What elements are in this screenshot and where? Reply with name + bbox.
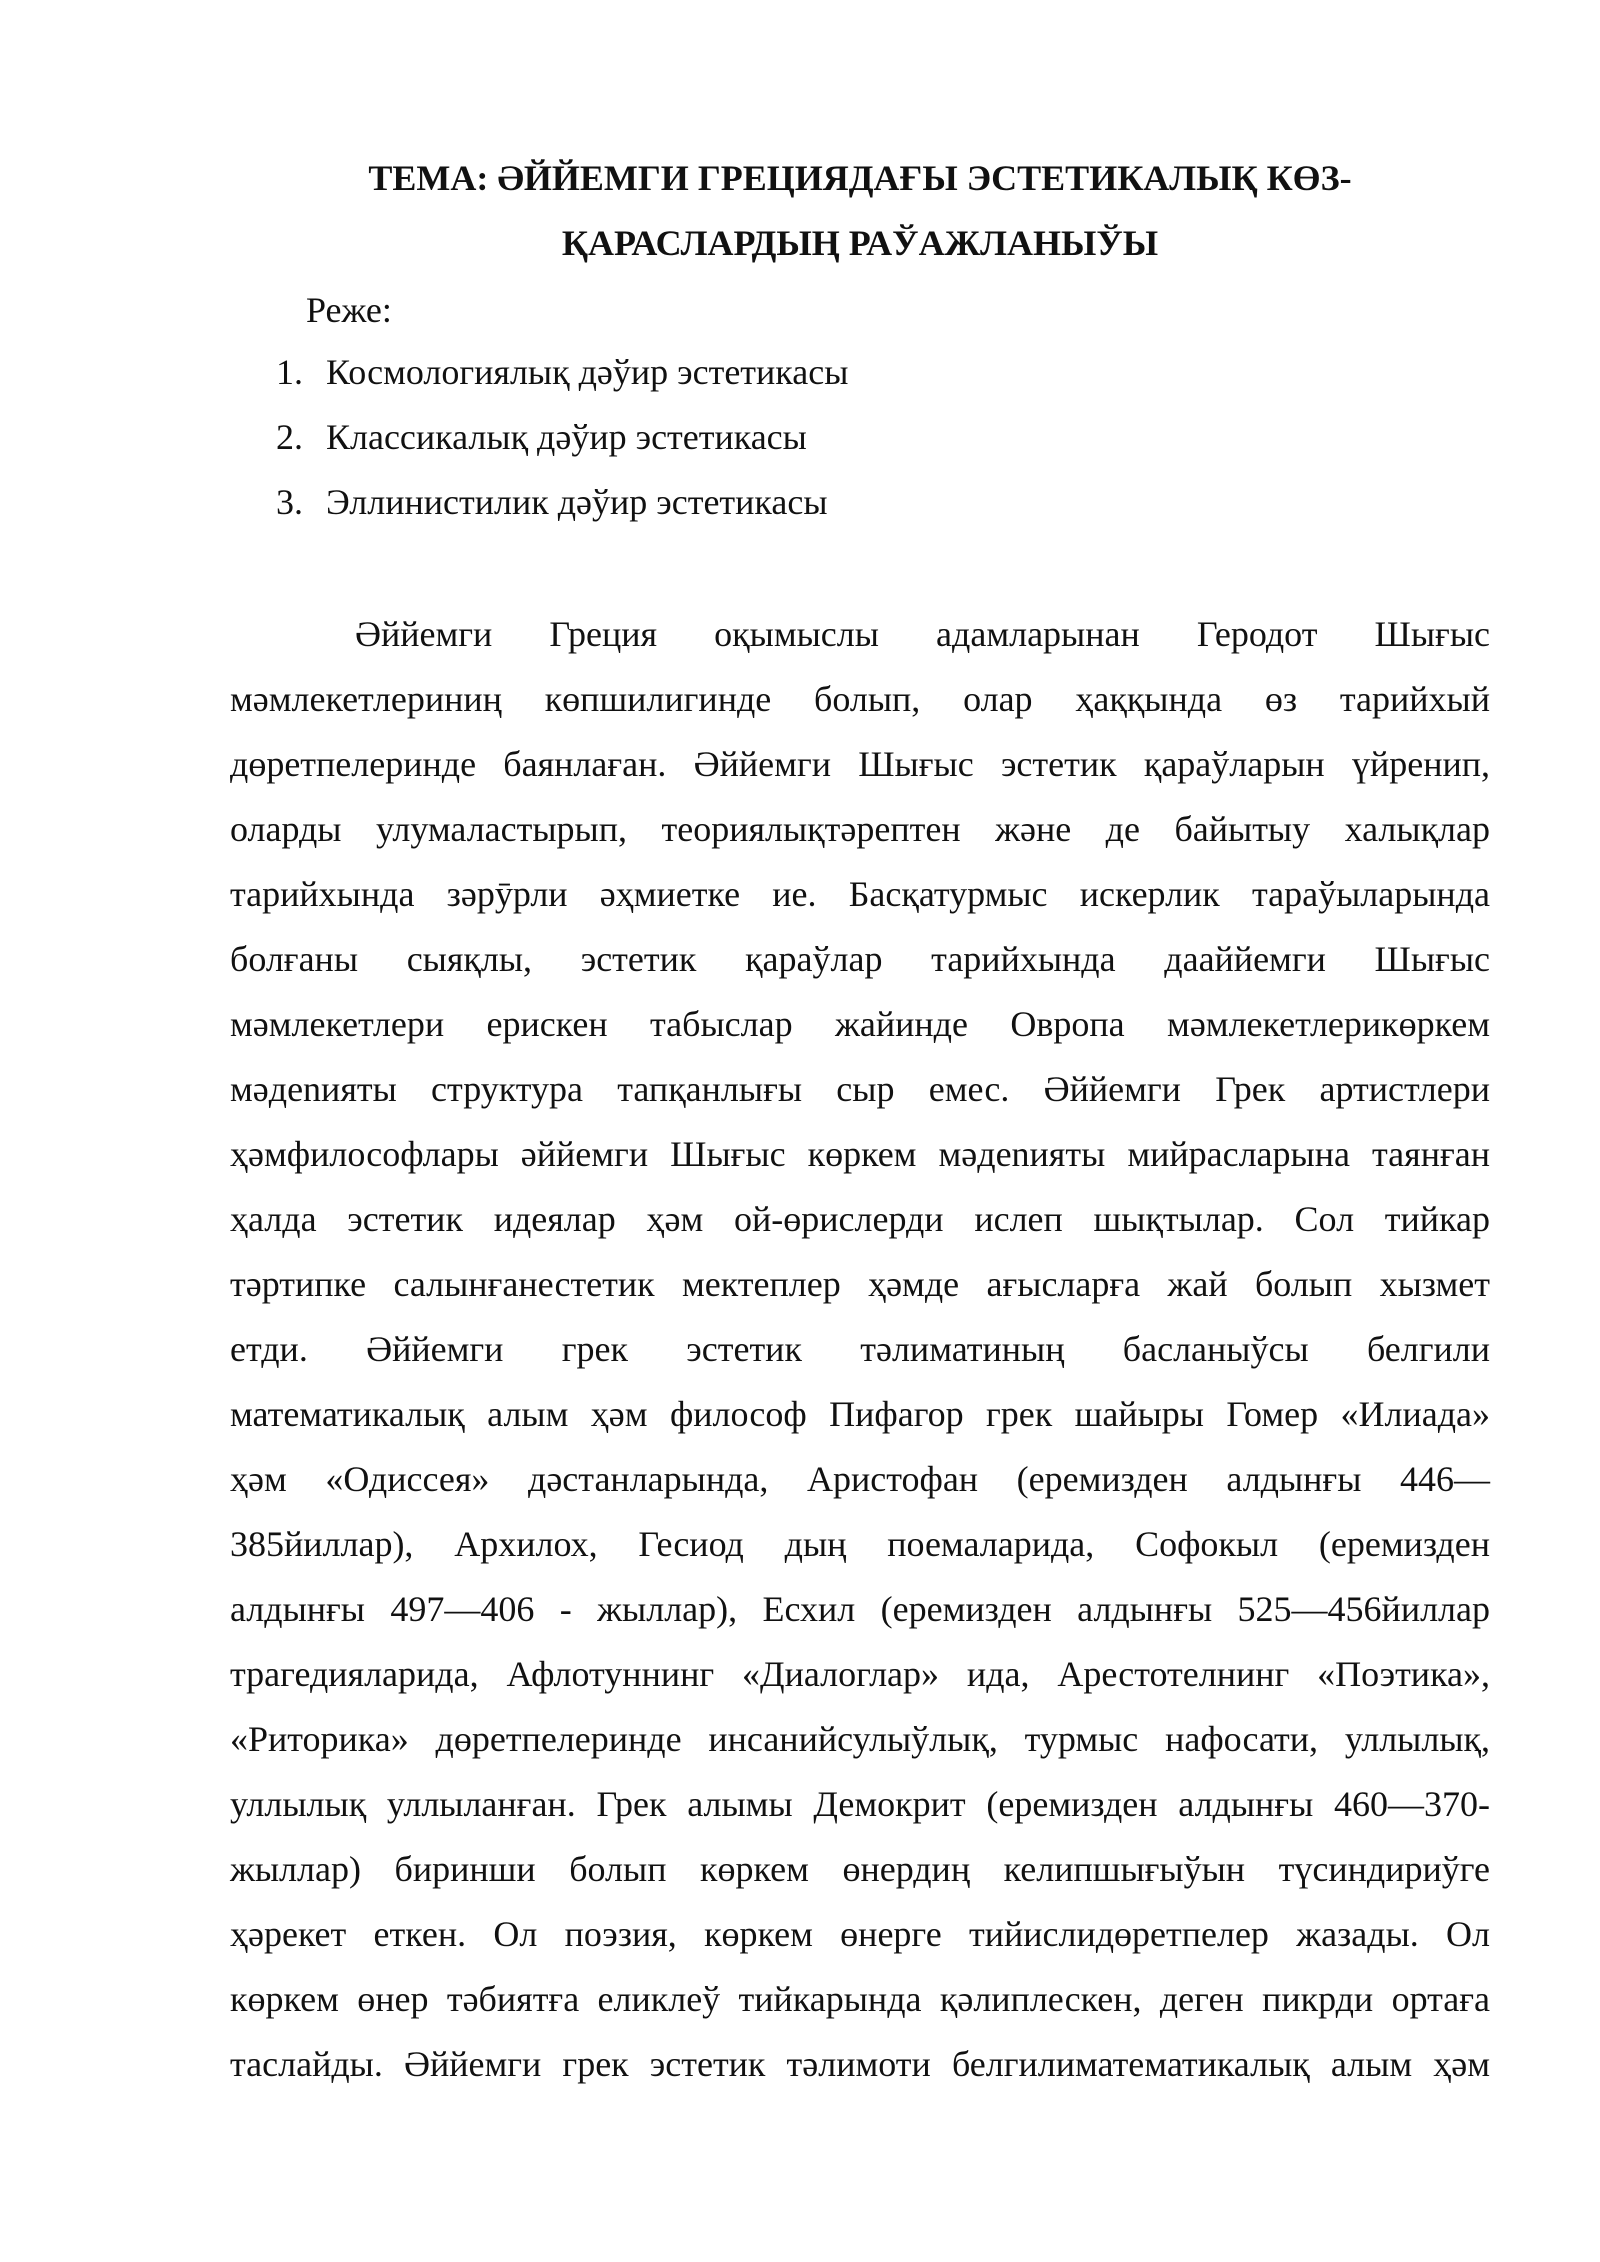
page-title <box>230 146 1490 276</box>
paragraph-line: болғаны сыяқлы, эстетик қараўлар тарийхында дааййемги Шығыс <box>230 939 1490 979</box>
plan-item-text: Эллинистилик дәўир эстетикасы <box>326 482 828 522</box>
plan-item <box>276 474 848 539</box>
title-line: ҚАРАСЛАРДЫҢ РАЎАЖЛАНЫЎЫ <box>561 223 1159 263</box>
plan-list <box>276 344 848 539</box>
plan-item-text: Классикалық дәўир эстетикасы <box>326 417 807 457</box>
paragraph-line: уллылық уллыланған. Грек алымы Демокрит (еремизден алдынғы 460—370- <box>230 1784 1490 1824</box>
plan-label: Реже: <box>306 290 392 330</box>
paragraph-line: «Риторика» дөретпелеринде инсанийсулыўлық, турмыс нафосати, уллылық, <box>230 1719 1490 1759</box>
plan-item <box>276 409 848 474</box>
paragraph-line: мәмлекетлери ерискен табыслар жайинде Оврoпа мәмлекетлерикөркем <box>230 1004 1490 1044</box>
paragraph-line: етди. Әййемги грек эстетик тәлиматиның басланыўсы белгили <box>230 1329 1490 1369</box>
paragraph-line: таслайды. Әййемги грек эстетик тәлимоти белгилиматематикалық алым ҳәм <box>230 2044 1490 2084</box>
paragraph-line: жыллар) биринши болып көркем өнердиң келипшығыўын түсиндириўге <box>230 1849 1490 1889</box>
paragraph-line: мәмлекетлериниң көпшилигинде болып, олар ҳаққында өз тарийхый <box>230 679 1490 719</box>
paragraph-line: ҳәмфилософлары әййемги Шығыс көркем мәдenияты мийрасларына таянған <box>230 1134 1490 1174</box>
title-line: ТЕМА: ӘЙЙЕМГИ ГРЕЦИЯДАҒЫ ЭСТЕТИКАЛЫҚ КӨЗ- <box>368 158 1352 198</box>
paragraph-line: алдынғы 497—406 - жыллар), Есхил (еремизден алдынғы 525—456йиллар <box>230 1589 1490 1629</box>
paragraph-line: тәртипке салынғанестетик мектеплер ҳәмде ағысларға жай болып хызмет <box>230 1264 1490 1304</box>
paragraph-line: 385йиллар), Архилох, Гесиод дың поемаларида, Софокыл (еремизден <box>230 1524 1490 1564</box>
paragraph-line: ҳәм «Одиссея» дәстанларында, Аристофан (еремизден алдынғы 446— <box>230 1459 1490 1499</box>
paragraph-line: ҳәрекет еткен. Ол поэзия, көркем өнерге тийислидөретпелер жазады. Ол <box>230 1914 1490 1954</box>
plan-item-text: Космологиялық дәўир эстетикасы <box>326 352 849 392</box>
paragraph-line: ҳалда эстетик идеялар ҳәм ой-өрислерди ислеп шықтылар. Сол тийкар <box>230 1199 1490 1239</box>
paragraph-line: математикалық алым ҳәм философ Пифагор грек шайыры Гомер «Илиада» <box>230 1394 1490 1434</box>
plan-item-number: 1. <box>276 352 303 392</box>
paragraph-line: оларды улумаластырып, теориялықтәрептен және де байытыу халықлар <box>230 809 1490 849</box>
plan-item <box>276 344 848 409</box>
paragraph-line: дөретпелеринде баянлаған. Әййемги Шығыс эстетик қараўларын үйренип, <box>230 744 1490 784</box>
plan-item-number: 3. <box>276 482 303 522</box>
paragraph-line: Әййемги Греция оқымыслы адамларынан Геродот Шығыс <box>355 614 1490 654</box>
paragraph-line: көркем өнер тәбиятға еликлеў тийкарында қәлиплескен, деген пикрди ортаға <box>230 1979 1490 2019</box>
paragraph-line: тарийхында зәрӯрли әҳмиетке ие. Басқатурмыс искерлик тараўыларында <box>230 874 1490 914</box>
plan-item-number: 2. <box>276 417 303 457</box>
paragraph-line: трагедияларида, Афлотуннинг «Диалоглар» ида, Арестотелнинг «Поэтика», <box>230 1654 1490 1694</box>
body-paragraph <box>230 604 1490 2099</box>
paragraph-line: мәдenияты структура тапқанлығы сыр емес. Әййемги Грек артистлери <box>230 1069 1490 1109</box>
